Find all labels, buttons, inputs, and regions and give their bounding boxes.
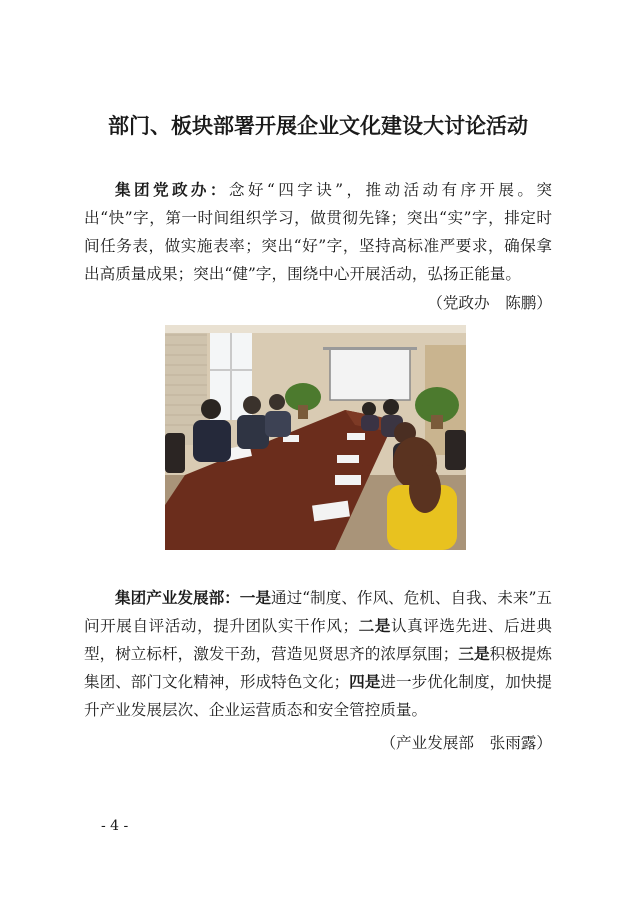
point-text: 认真评选先进、后进典型，树立标杆，激发干劲，营造见贤思齐的浓厚氛围； [84, 617, 552, 663]
meeting-photo-icon [165, 325, 466, 550]
point-marker: 二是 [358, 616, 391, 635]
section-industry-dept [84, 584, 552, 724]
section-party-office [84, 176, 552, 288]
point-marker: 四是 [349, 672, 381, 691]
section-body: 念好“四字诀”，推动活动有序开展。突出“快”字，第一时间组织学习，做贯彻先锋；突出“实”字，排定时间任务表，做实施表率；突出“好”字，坚持高标准严要求，确保拿出高质量成果；突出“健”字，围绕中心开展活动，弘扬正能量。 [84, 181, 552, 283]
point-text: 进一步优化制度，加快提升产业发展层次、企业运营质态和安全管控质量。 [84, 673, 552, 719]
section-label: 集团产业发展部： [115, 588, 240, 607]
page-number: - 4 - [101, 818, 129, 834]
page-title: 部门、板块部署开展企业文化建设大讨论活动 [108, 113, 528, 138]
point-text: 积极提炼集团、部门文化精神，形成特色文化； [84, 645, 552, 691]
section-label: 集团党政办： [115, 180, 229, 199]
byline-party-office: （党政办 陈鹏） [427, 294, 552, 312]
point-text: 通过“制度、作风、危机、自我、未来”五问开展自评活动，提升团队实干作风； [84, 589, 553, 635]
byline-industry-dept: （产业发展部 张雨露） [380, 734, 552, 752]
point-marker: 一是 [239, 588, 271, 607]
point-marker: 三是 [458, 644, 490, 663]
meeting-photo [165, 325, 466, 550]
